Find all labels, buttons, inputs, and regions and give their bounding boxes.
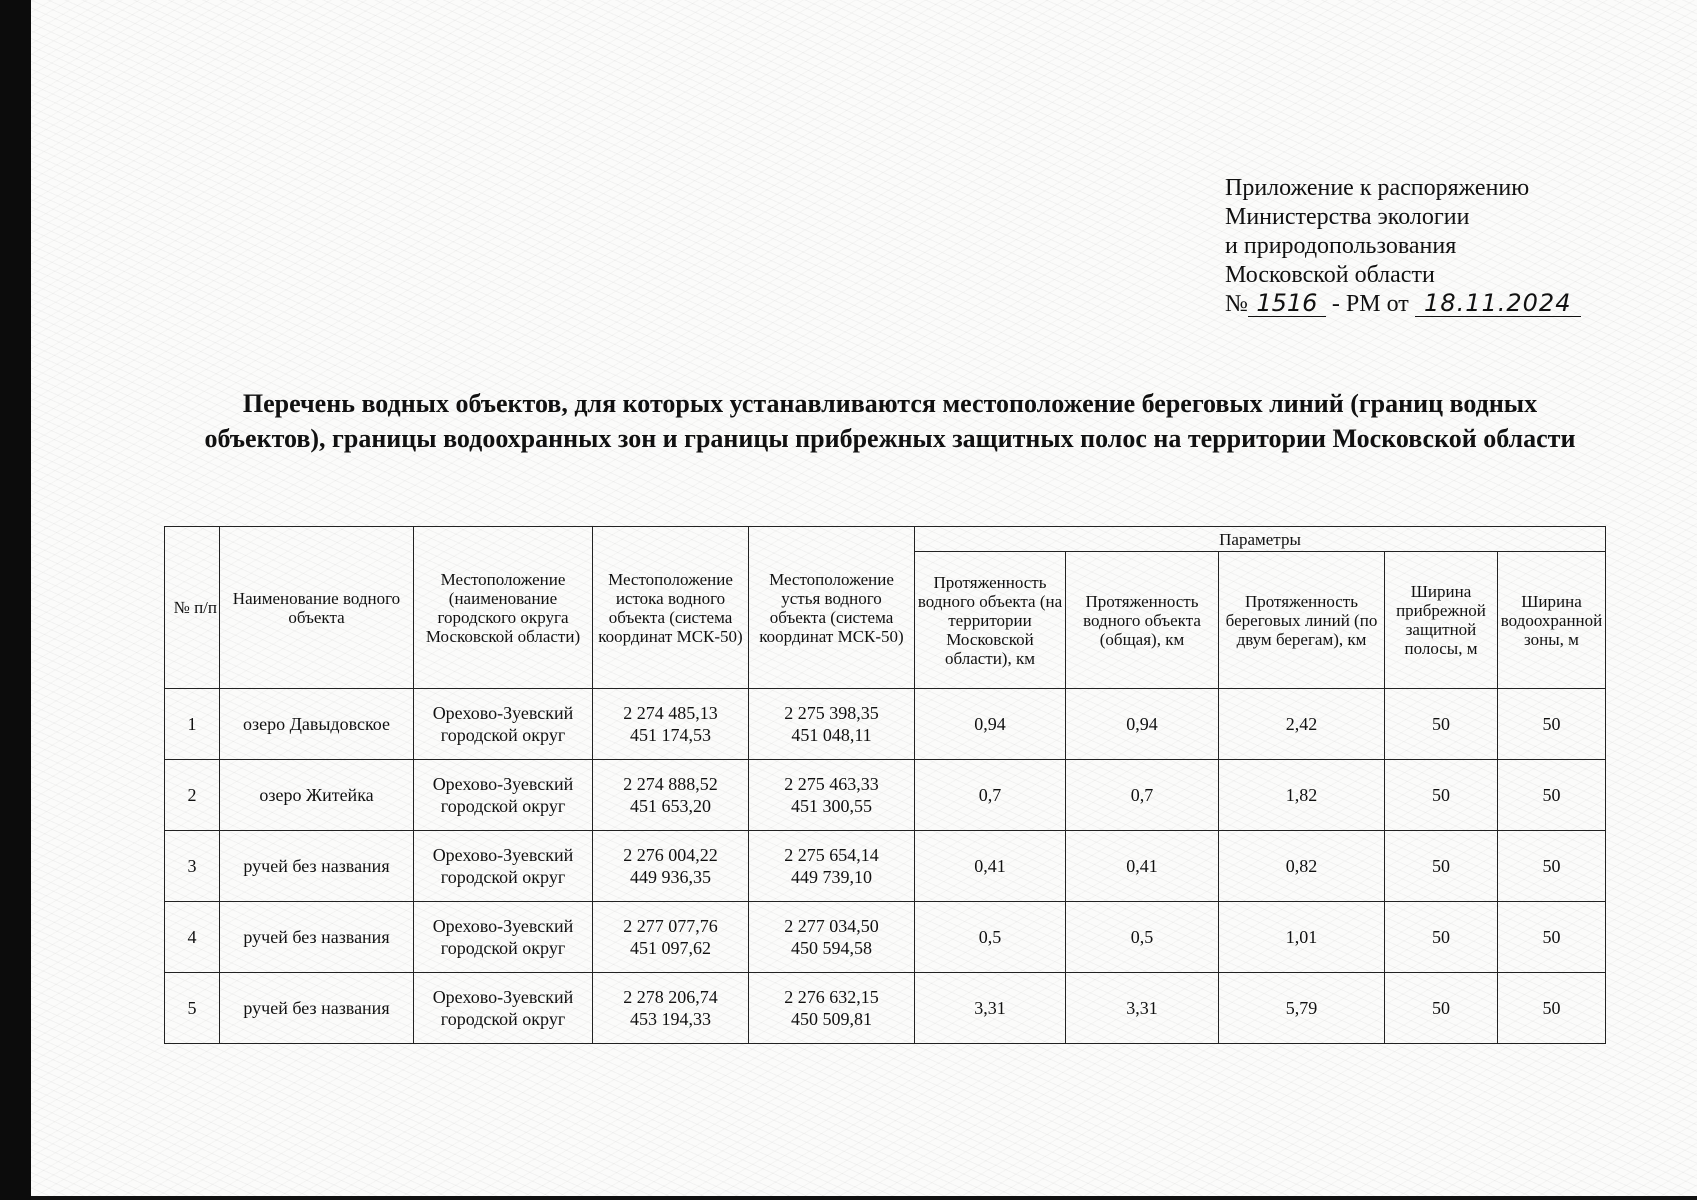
cell-water-zone-width: 50 — [1498, 973, 1606, 1044]
cell-water-zone-width: 50 — [1498, 902, 1606, 973]
table-row — [165, 689, 1606, 760]
cell-number: 2 — [165, 760, 220, 831]
cell-coastal-width: 50 — [1385, 973, 1498, 1044]
source-y: 451 097,62 — [630, 938, 711, 958]
cell-mouth — [749, 902, 915, 973]
cell-number: 1 — [165, 689, 220, 760]
cell-length-total: 0,41 — [1066, 831, 1219, 902]
source-x: 2 274 485,13 — [623, 703, 718, 723]
header-name: Наименование водного объекта — [220, 527, 414, 689]
header-water-zone-width: Ширина водоохранной зоны, м — [1498, 552, 1606, 689]
source-y: 451 174,53 — [630, 725, 711, 745]
appendix-line-3: и природопользования — [1225, 233, 1457, 259]
scan-border-left — [0, 0, 31, 1200]
header-parameters: Параметры — [915, 527, 1606, 552]
cell-mouth — [749, 760, 915, 831]
mouth-y: 450 594,58 — [791, 938, 872, 958]
mouth-y: 450 509,81 — [791, 1009, 872, 1029]
cell-mouth — [749, 973, 915, 1044]
cell-coastal-width: 50 — [1385, 831, 1498, 902]
cell-number: 3 — [165, 831, 220, 902]
source-x: 2 276 004,22 — [623, 845, 718, 865]
source-y: 453 194,33 — [630, 1009, 711, 1029]
cell-location: Орехово-Зуевский городской округ — [414, 760, 593, 831]
header-source: Местоположение истока водного объекта (система координат МСК-50) — [593, 527, 749, 689]
cell-length-region: 0,5 — [915, 902, 1066, 973]
cell-name: ручей без названия — [220, 902, 414, 973]
mouth-x: 2 277 034,50 — [784, 916, 879, 936]
appendix-line-4: Московской области — [1225, 262, 1435, 288]
table-row — [165, 760, 1606, 831]
mouth-x: 2 275 398,35 — [784, 703, 879, 723]
source-x: 2 278 206,74 — [623, 987, 718, 1007]
cell-source — [593, 689, 749, 760]
cell-name: озеро Давыдовское — [220, 689, 414, 760]
cell-location: Орехово-Зуевский городской округ — [414, 902, 593, 973]
source-y: 449 936,35 — [630, 867, 711, 887]
appendix-line-1: Приложение к распоряжению — [1225, 175, 1530, 201]
cell-water-zone-width: 50 — [1498, 831, 1606, 902]
source-y: 451 653,20 — [630, 796, 711, 816]
cell-name: ручей без названия — [220, 973, 414, 1044]
header-location: Местоположение (наименование городского округа Московской области) — [414, 527, 593, 689]
table-row — [165, 831, 1606, 902]
cell-mouth — [749, 689, 915, 760]
document-title: Перечень водных объектов, для которых устанавливаются местоположение береговых линий (границ водных объектов), границы водоохранных зон и границы прибрежных защитных полос на территории Московской области — [204, 389, 1576, 453]
cell-mouth — [749, 831, 915, 902]
header-length-total: Протяженность водного объекта (общая), км — [1066, 552, 1219, 689]
number-sign: № — [1225, 291, 1248, 317]
cell-source — [593, 973, 749, 1044]
source-x: 2 274 888,52 — [623, 774, 718, 794]
table-row — [165, 902, 1606, 973]
mouth-x: 2 275 463,33 — [784, 774, 879, 794]
cell-coastal-width: 50 — [1385, 902, 1498, 973]
cell-source — [593, 760, 749, 831]
cell-length-total: 3,31 — [1066, 973, 1219, 1044]
header-shore-length: Протяженность береговых линий (по двум берегам), км — [1219, 552, 1385, 689]
cell-location: Орехово-Зуевский городской округ — [414, 689, 593, 760]
cell-source — [593, 902, 749, 973]
cell-location: Орехово-Зуевский городской округ — [414, 973, 593, 1044]
cell-water-zone-width: 50 — [1498, 689, 1606, 760]
appendix-line-2: Министерства экологии — [1225, 204, 1470, 230]
cell-length-total: 0,5 — [1066, 902, 1219, 973]
header-number: № п/п — [165, 527, 220, 689]
mouth-y: 449 739,10 — [791, 867, 872, 887]
cell-length-region: 0,94 — [915, 689, 1066, 760]
handwritten-order-date: 18.11.2024 — [1415, 290, 1581, 317]
appendix-number-line — [1225, 290, 1665, 319]
handwritten-order-number: 1516 — [1248, 290, 1326, 317]
mouth-y: 451 300,55 — [791, 796, 872, 816]
mouth-y: 451 048,11 — [791, 725, 872, 745]
cell-coastal-width: 50 — [1385, 689, 1498, 760]
appendix-header — [1225, 174, 1665, 319]
mouth-x: 2 276 632,15 — [784, 987, 879, 1007]
cell-coastal-width: 50 — [1385, 760, 1498, 831]
cell-shore-length: 1,82 — [1219, 760, 1385, 831]
cell-length-total: 0,7 — [1066, 760, 1219, 831]
source-x: 2 277 077,76 — [623, 916, 718, 936]
header-coastal-width: Ширина прибрежной защитной полосы, м — [1385, 552, 1498, 689]
cell-shore-length: 2,42 — [1219, 689, 1385, 760]
cell-number: 4 — [165, 902, 220, 973]
cell-water-zone-width: 50 — [1498, 760, 1606, 831]
header-mouth: Местоположение устья водного объекта (система координат МСК-50) — [749, 527, 915, 689]
cell-shore-length: 1,01 — [1219, 902, 1385, 973]
cell-name: озеро Житейка — [220, 760, 414, 831]
cell-length-region: 0,41 — [915, 831, 1066, 902]
header-length-region: Протяженность водного объекта (на территории Московской области), км — [915, 552, 1066, 689]
scan-border-bottom — [31, 1196, 1697, 1200]
cell-location: Орехово-Зуевский городской округ — [414, 831, 593, 902]
cell-shore-length: 0,82 — [1219, 831, 1385, 902]
cell-source — [593, 831, 749, 902]
water-objects-table — [164, 526, 1606, 1044]
cell-name: ручей без названия — [220, 831, 414, 902]
mouth-x: 2 275 654,14 — [784, 845, 879, 865]
cell-length-total: 0,94 — [1066, 689, 1219, 760]
cell-length-region: 3,31 — [915, 973, 1066, 1044]
cell-shore-length: 5,79 — [1219, 973, 1385, 1044]
order-suffix: - РМ от — [1331, 291, 1409, 317]
cell-number: 5 — [165, 973, 220, 1044]
cell-length-region: 0,7 — [915, 760, 1066, 831]
table-row — [165, 973, 1606, 1044]
